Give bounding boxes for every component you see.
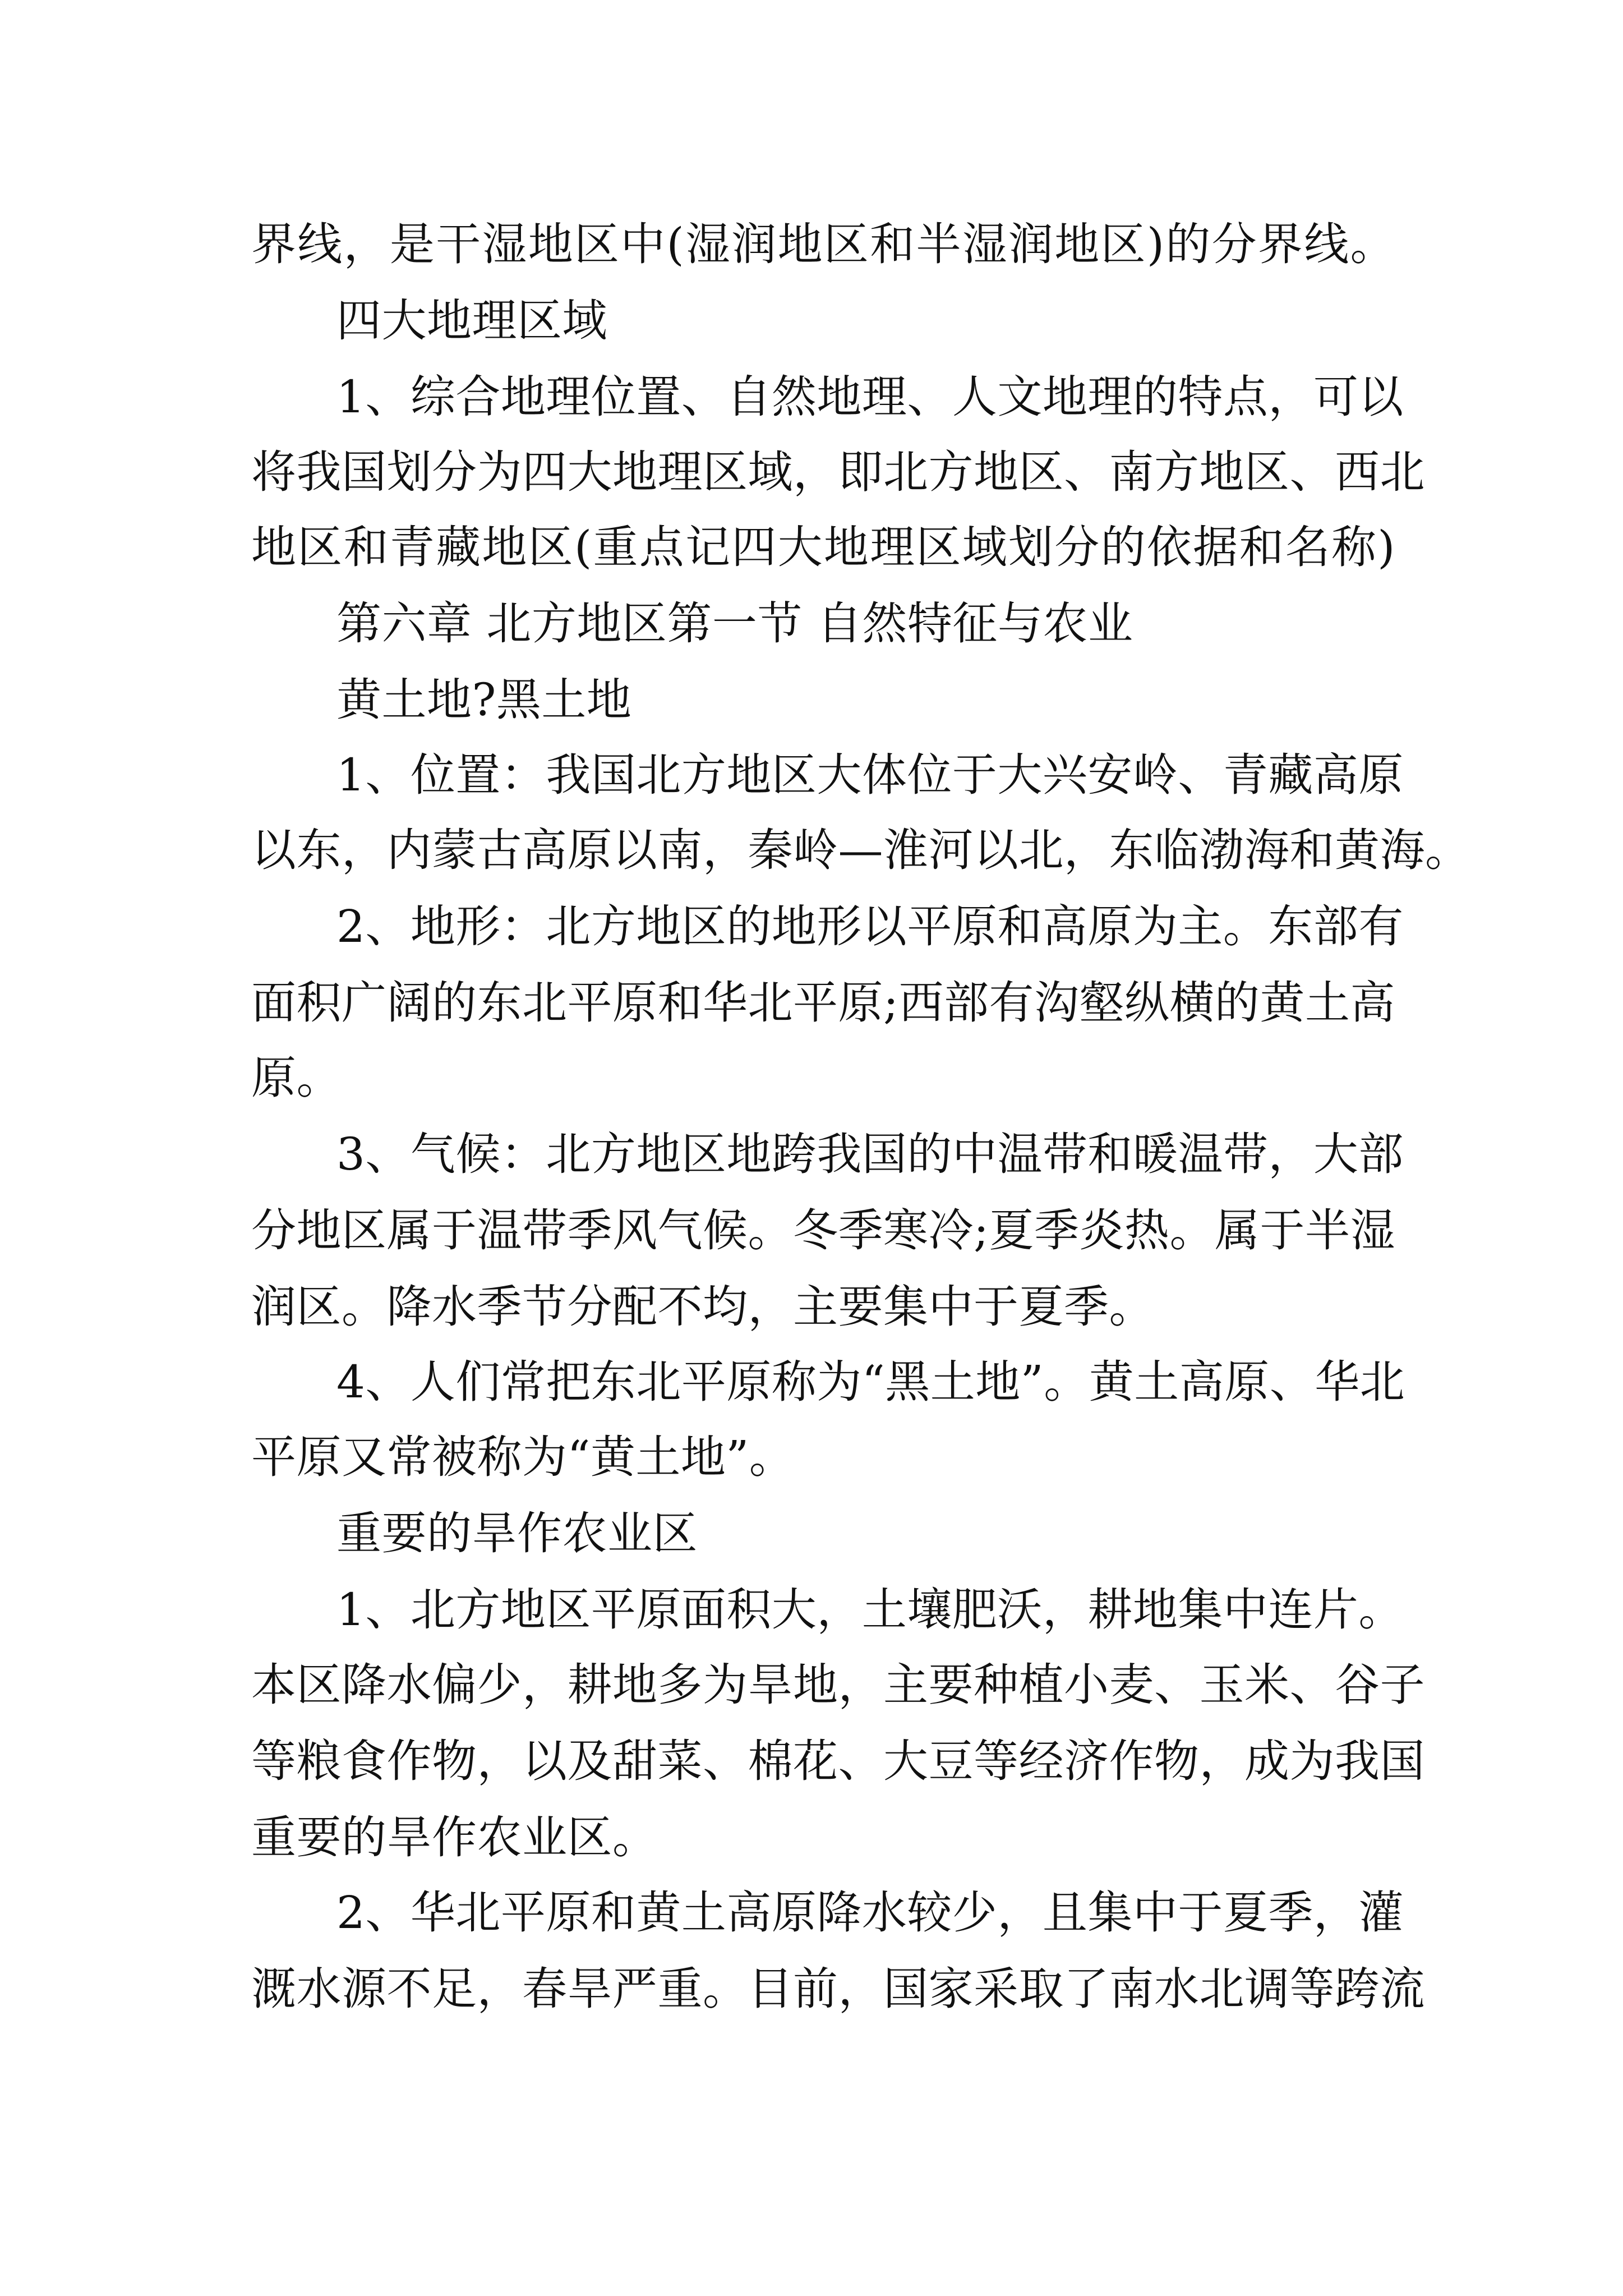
text-line: 平原又常被称为“黄土地”。 <box>251 1431 795 1483</box>
text-line: 面积广阔的东北平原和华北平原;西部有沟壑纵横的黄土高 <box>251 977 1395 1029</box>
text-line: 1、综合地理位置、自然地理、人文地理的特点，可以 <box>336 371 1404 423</box>
text-line: 溉水源不足，春旱严重。目前，国家采取了南水北调等跨流 <box>251 1963 1425 2015</box>
text-line: 2、地形：北方地区的地形以平原和高原为主。东部有 <box>336 900 1404 953</box>
section-heading: 黄土地?黑土地 <box>336 674 632 726</box>
text-line: 4、人们常把东北平原称为“黑土地”。黄土高原、华北 <box>336 1356 1405 1408</box>
text-line: 1、位置：我国北方地区大体位于大兴安岭、青藏高原 <box>336 749 1404 801</box>
text-line: 2、华北平原和黄土高原降水较少，且集中于夏季，灌 <box>336 1887 1404 1939</box>
section-heading: 四大地理区域 <box>336 295 607 347</box>
text-line: 1、北方地区平原面积大，土壤肥沃，耕地集中连片。 <box>336 1584 1404 1636</box>
text-line: 重要的旱作农业区。 <box>251 1811 658 1864</box>
text-line: 界线，是干湿地区中(湿润地区和半湿润地区)的分界线。 <box>251 218 1395 270</box>
text-line: 分地区属于温带季风气候。冬季寒冷;夏季炎热。属于半湿 <box>251 1204 1395 1257</box>
text-line: 以东，内蒙古高原以南，秦岭—淮河以北，东临渤海和黄海。 <box>251 824 1470 876</box>
text-line: 原。 <box>251 1052 342 1104</box>
chapter-heading: 第六章 北方地区第一节 自然特征与农业 <box>336 597 1133 650</box>
text-line: 等粮食作物，以及甜菜、棉花、大豆等经济作物，成为我国 <box>251 1735 1425 1787</box>
text-line: 将我国划分为四大地理区域，即北方地区、南方地区、西北 <box>251 446 1425 498</box>
section-heading: 重要的旱作农业区 <box>336 1507 698 1559</box>
text-line: 本区降水偏少，耕地多为旱地，主要种植小麦、玉米、谷子 <box>251 1659 1425 1711</box>
text-line: 润区。降水季节分配不均，主要集中于夏季。 <box>251 1281 1154 1333</box>
text-line: 3、气候：北方地区地跨我国的中温带和暖温带，大部 <box>336 1128 1404 1180</box>
text-line: 地区和青藏地区(重点记四大地理区域划分的依据和名称) <box>251 521 1395 573</box>
